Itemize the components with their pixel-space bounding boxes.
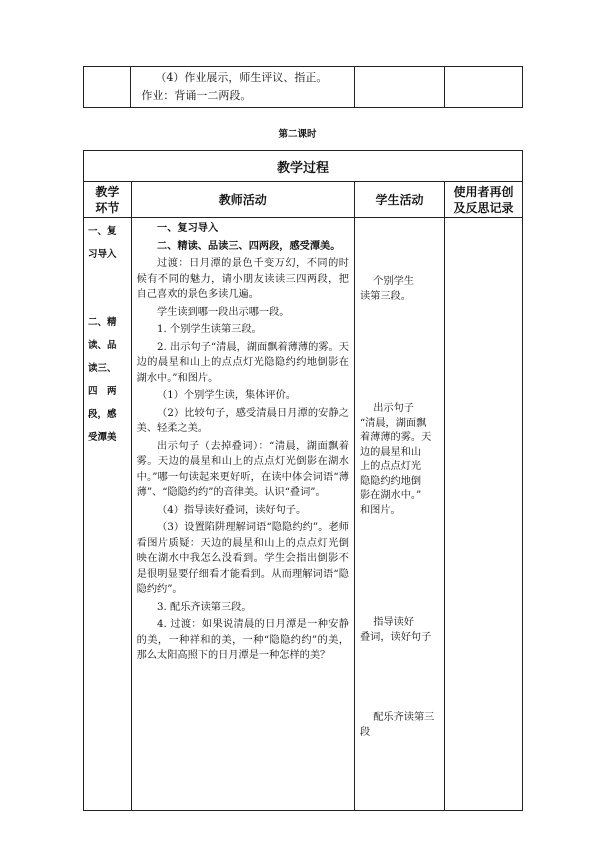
student-note-line: “清晨，湖面飘: [359, 417, 427, 429]
stage-line: 一、复: [88, 226, 117, 237]
teacher-paragraph: （4）指导读好叠词，读好句子。: [157, 504, 307, 516]
student-note-line: 读第三段。: [359, 290, 411, 302]
top-stage-cell: [84, 67, 131, 108]
lesson-body-row: [84, 218, 523, 811]
stage-line: 读三、: [88, 363, 117, 374]
teacher-paragraph: 过渡：日月潭的景色千变万幻，不同的时候有不同的魅力，请小朋友读读三四两段，把自己喜欢的景色多读几遍。: [136, 258, 349, 300]
student-note-line: 出示句子: [373, 403, 414, 414]
student-note-line: 和图片。: [359, 504, 401, 516]
student-header: 学生活动: [354, 182, 444, 218]
teacher-activities: [132, 218, 354, 664]
stage-line: 二、精: [88, 317, 117, 328]
student-note-line: 配乐齐读第三: [373, 712, 435, 723]
teacher-paragraph: 2. 出示句子“清晨，湖面飘着薄薄的雾。天边的晨星和山上的点点灯光隐隐约约地倒影在湖水中。”和图片。: [136, 341, 349, 384]
student-note-line: 边的晨星和山: [359, 446, 422, 458]
process-header: 教学过程: [84, 151, 523, 182]
top-teacher-cell: [131, 67, 355, 108]
teacher-heading: 二、精读、品读三、四两段，感受潭美。: [157, 240, 341, 252]
teacher-paragraph: 1. 个别学生读第三段。: [157, 324, 262, 335]
teacher-paragraph: 3. 配乐齐读第三段。: [157, 601, 252, 613]
student-activities: [355, 275, 444, 740]
student-note-line: 着薄薄的雾。天: [359, 432, 432, 443]
teacher-paragraph: 出示句子（去掉叠词）：“清晨，湖面飘着雾。天边的晨星和山上的点点灯光倒影在湖水中。”哪一句读起来更好听，在读中体会词语“薄薄”、“隐隐约约”的音律美。认识“叠词”。: [136, 440, 349, 498]
stage-line: 段，感: [88, 409, 117, 420]
student-note-line: 影在湖水中。”: [359, 490, 422, 501]
teacher-paragraph: （2）比较句子，感受清晨日月潭的安静之美、轻柔之美。: [136, 407, 349, 434]
student-note-line: 个别学生: [373, 276, 414, 287]
column-header-row: [84, 182, 523, 218]
teacher-cell: [131, 218, 354, 811]
student-note-line: 隐隐约约地倒: [359, 475, 422, 487]
teacher-paragraph: （1）个别学生读，集体评价。: [157, 390, 296, 401]
stage-line: 受潭美: [88, 432, 117, 443]
top-reflection-cell: [444, 67, 522, 108]
session-title: 第二课时: [278, 129, 317, 140]
stage-cell: [84, 218, 132, 811]
teacher-paragraph: 学生读到哪一段出示哪一段。: [157, 306, 290, 318]
top-line-2: 作业：背诵一二两段。: [141, 89, 252, 102]
student-note: [360, 616, 439, 645]
top-line-1: （4）作业展示，师生评议、指正。: [155, 71, 328, 84]
teacher-paragraph: 4. 过渡：如果说清晨的日月潭是一种安静的美，一种祥和的美，一种“隐隐约约”的美，那么太阳高照下的日月潭是一种怎样的美？: [136, 619, 349, 661]
student-note: [360, 402, 439, 518]
student-cell: [354, 218, 444, 811]
stage-header: 教学 环节: [84, 182, 132, 218]
lesson-table: [83, 150, 523, 811]
student-note: [360, 275, 439, 304]
student-note-line: 叠词，读好句子: [359, 631, 432, 643]
reflection-header: 使用者再创 及反思记录: [445, 182, 523, 218]
student-note: [360, 711, 439, 740]
teacher-paragraph: （3）设置陷阱理解词语“隐隐约约”。老师看图片质疑：天边的晨星和山上的点点灯光倒映在湖水中我怎么没看到。学生会指出倒影不是很明显要仔细看才能看到。从而理解词语“隐隐约约”。: [136, 522, 349, 595]
top-student-cell: [355, 67, 445, 108]
student-note-line: 指导读好: [373, 617, 414, 628]
teacher-header: 教师活动: [131, 182, 354, 218]
stage-line: 读、品: [88, 340, 117, 351]
top-table: [83, 66, 523, 108]
student-note-line: 段: [359, 726, 371, 738]
stage-line: 四 两: [88, 386, 117, 397]
reflection-cell: [445, 218, 523, 811]
student-note-line: 上的点点灯光: [359, 461, 422, 472]
stage-line: 习导入: [88, 249, 117, 260]
teacher-heading: 一、复习导入: [157, 223, 219, 234]
